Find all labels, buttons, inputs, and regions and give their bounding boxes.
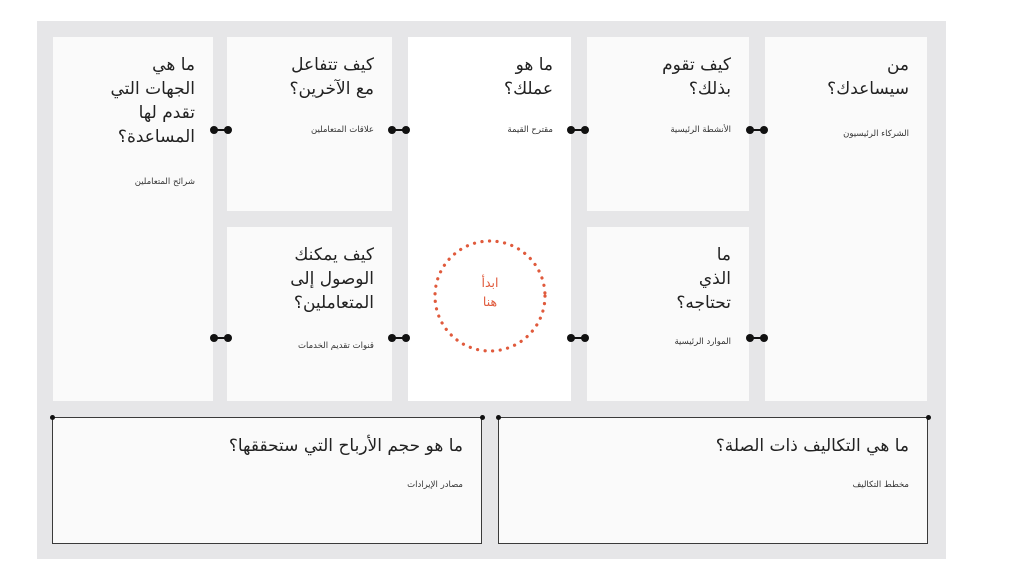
value-proposition-question: ما هو عملك؟ <box>504 55 553 99</box>
connector-icon <box>210 334 232 342</box>
connector-icon <box>746 126 768 134</box>
corner-dot-icon <box>480 415 485 420</box>
revenue-streams-block[interactable] <box>52 417 482 544</box>
connector-icon <box>746 334 768 342</box>
customer-relationships-question: كيف تتفاعل مع الآخرين؟ <box>289 55 374 99</box>
value-proposition-label: مقترح القيمة <box>507 125 553 135</box>
cost-structure-block[interactable] <box>498 417 928 544</box>
customer-relationships-block[interactable] <box>227 37 392 211</box>
channels-block[interactable] <box>227 227 392 401</box>
corner-dot-icon <box>926 415 931 420</box>
customer-relationships-label: علاقات المتعاملين <box>310 125 374 135</box>
connector-icon <box>388 126 410 134</box>
revenue-streams-question: ما هو حجم الأرباح التي ستحققها؟ <box>228 436 463 456</box>
customer-segments-question: ما هي الجهات التي تقدم لها المساعدة؟ <box>110 55 195 147</box>
key-activities-label: الأنشطة الرئيسية <box>670 125 731 135</box>
customer-segments-block[interactable] <box>53 37 213 401</box>
connector-icon <box>388 334 410 342</box>
key-partners-block[interactable] <box>765 37 927 401</box>
corner-dot-icon <box>50 415 55 420</box>
cost-structure-label: مخطط التكاليف <box>852 480 909 490</box>
connector-icon <box>210 126 232 134</box>
cost-structure-question: ما هي التكاليف ذات الصلة؟ <box>715 436 909 456</box>
key-partners-question: من سيساعدك؟ <box>827 55 909 99</box>
channels-label: قنوات تقديم الخدمات <box>298 341 374 351</box>
start-here-label: ابدأ هنا <box>481 275 499 309</box>
connector-icon <box>567 126 589 134</box>
key-activities-question: كيف تقوم بذلك؟ <box>662 55 731 99</box>
channels-question: كيف يمكنك الوصول إلى المتعاملين؟ <box>290 245 374 313</box>
corner-dot-icon <box>496 415 501 420</box>
connector-icon <box>567 334 589 342</box>
key-resources-block[interactable] <box>587 227 749 401</box>
key-resources-label: الموارد الرئيسية <box>674 337 731 347</box>
customer-segments-label: شرائح المتعاملين <box>134 177 195 187</box>
key-activities-block[interactable] <box>587 37 749 211</box>
key-resources-question: ما الذي تحتاجه؟ <box>676 245 731 313</box>
revenue-streams-label: مصادر الإيرادات <box>407 480 463 490</box>
key-partners-label: الشركاء الرئيسيون <box>843 129 909 139</box>
